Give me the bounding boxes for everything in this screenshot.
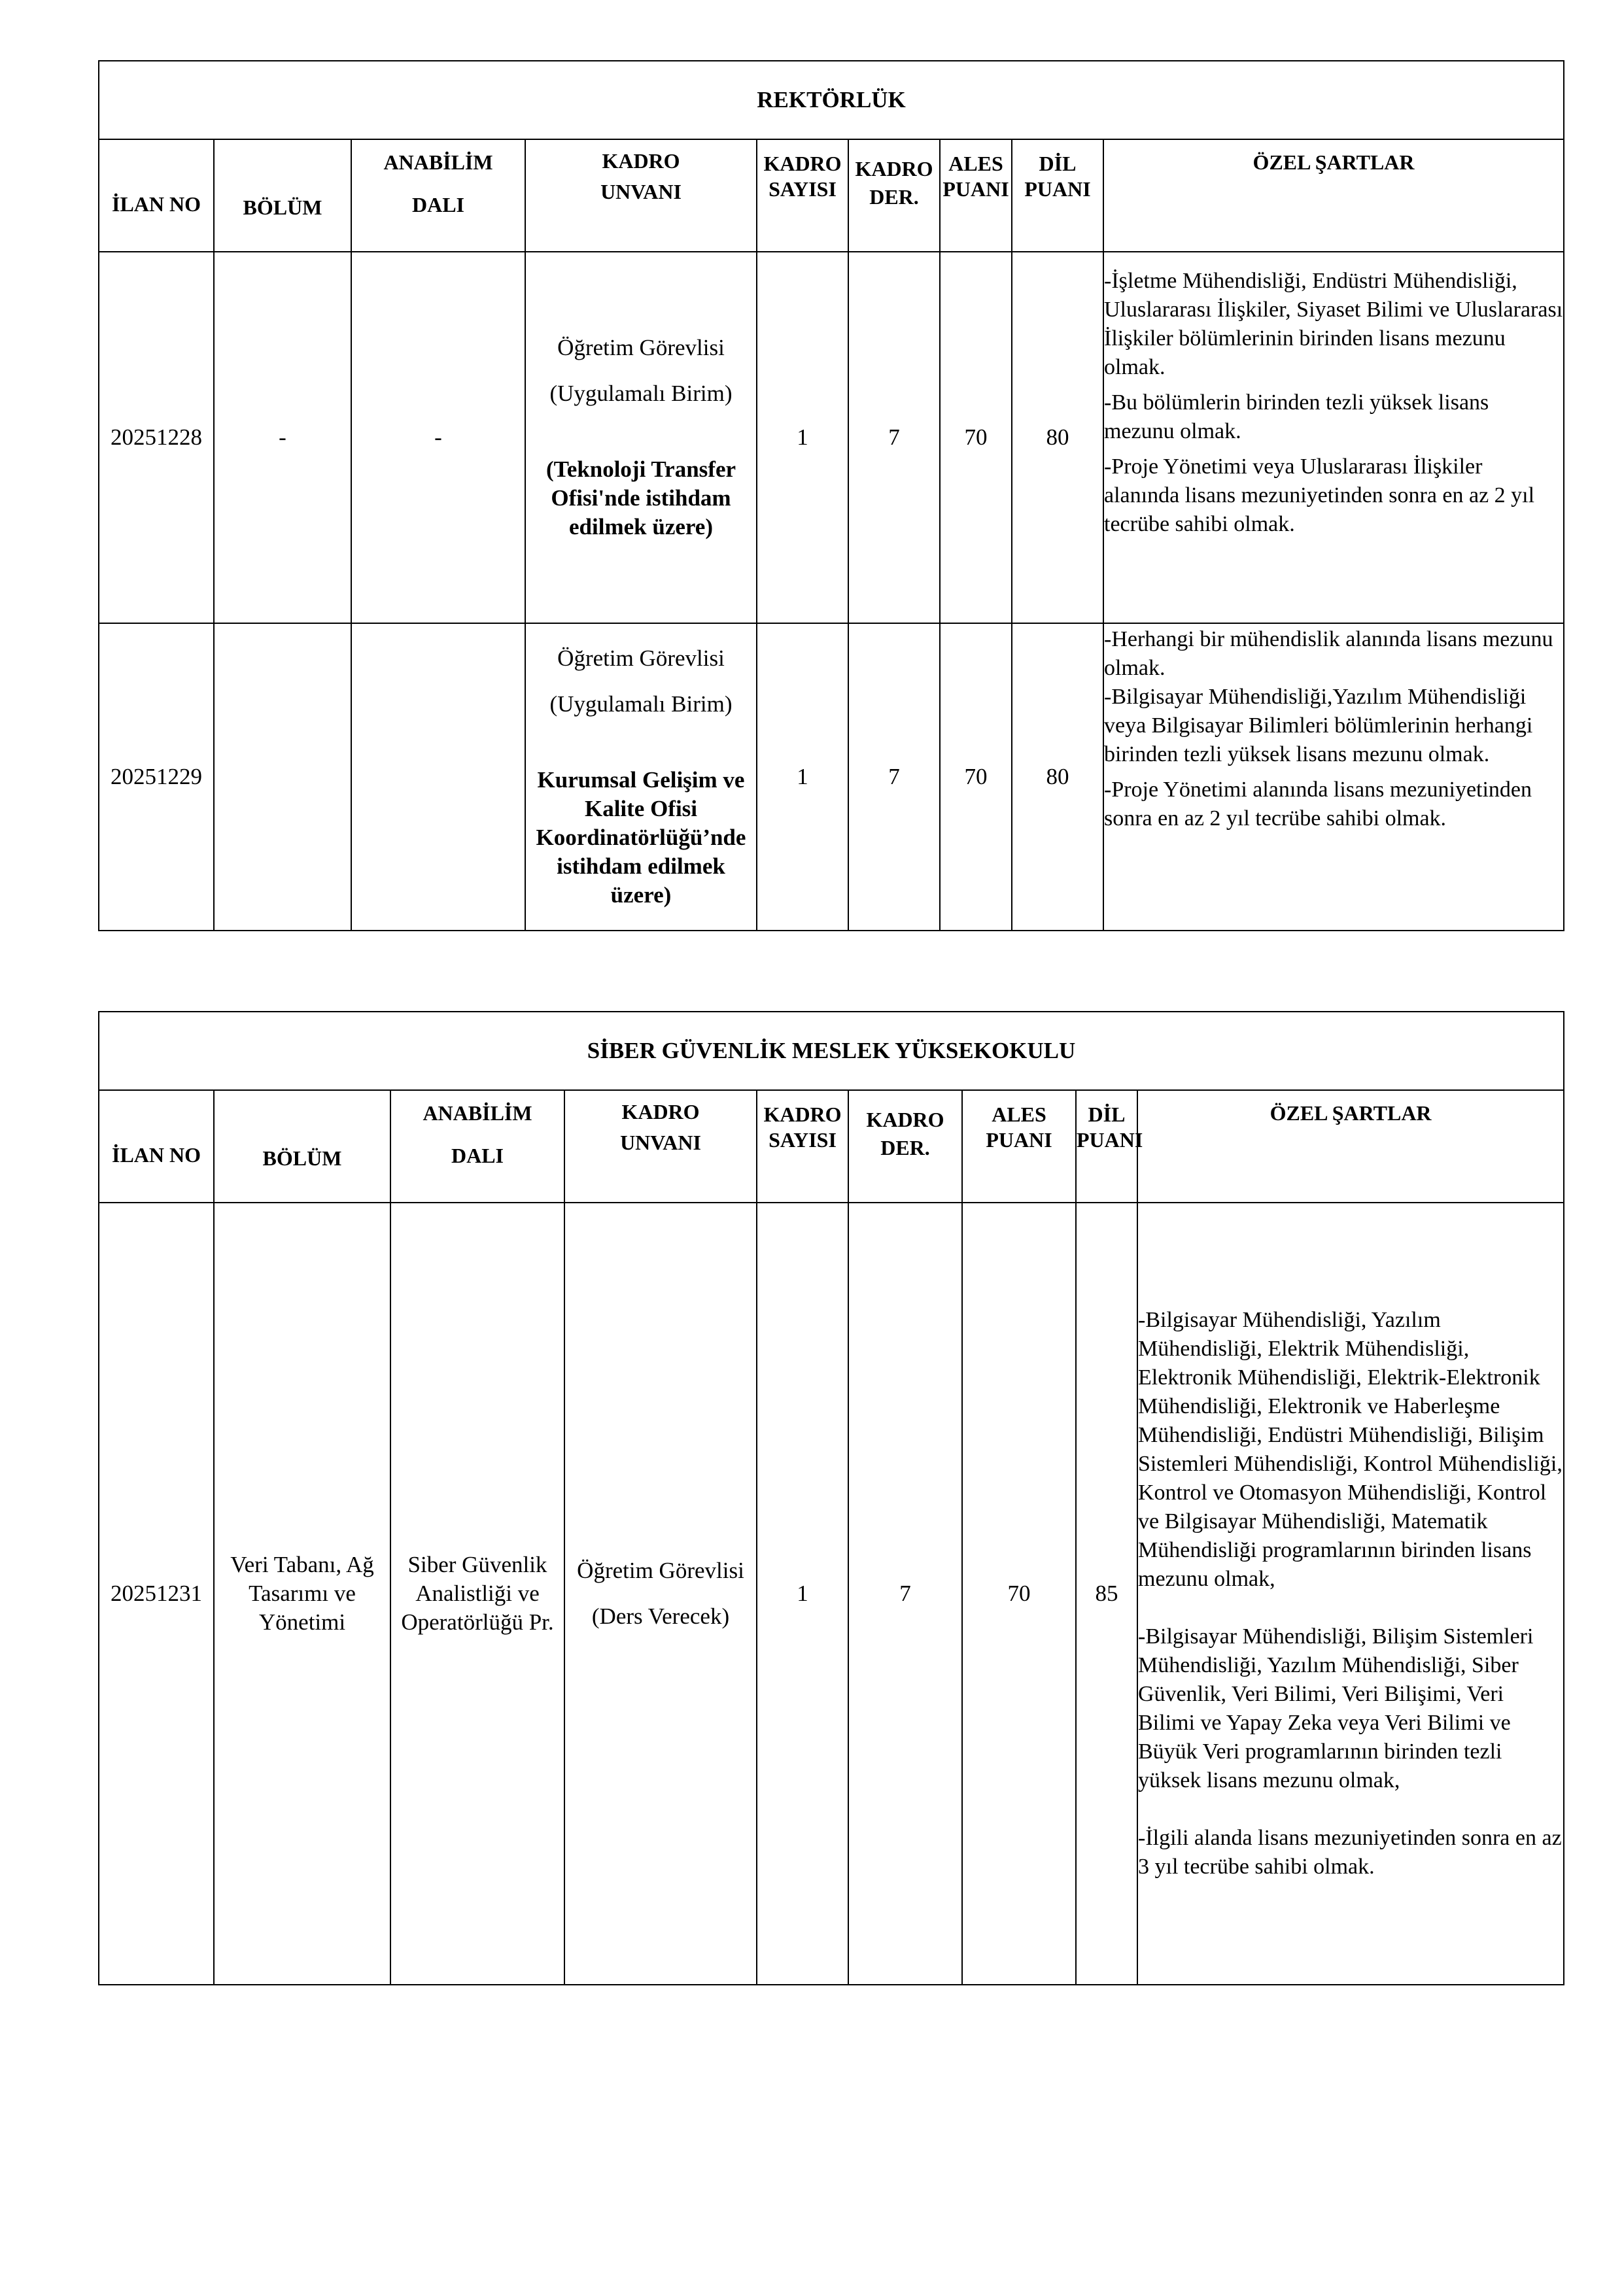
header-kadro-sayisi: KADRO SAYISI xyxy=(757,139,848,252)
birim: (Uygulamalı Birim) xyxy=(549,381,733,406)
header-ilan-no: İLAN NO xyxy=(99,139,214,252)
bolum xyxy=(214,623,351,931)
ozel-sart: -Proje Yönetimi veya Uluslararası İlişkiler alanında lisans mezuniyetinden sonra en az 2 yıl tecrübe sahibi olmak. xyxy=(1104,454,1535,536)
section-title: REKTÖRLÜK xyxy=(99,61,1564,139)
ozel-sart: -İlgili alanda lisans mezuniyetinden sonra en az 3 yıl tecrübe sahibi olmak. xyxy=(1138,1826,1562,1879)
unvan: Öğretim Görevlisi xyxy=(557,645,725,671)
kadro-der: 7 xyxy=(848,252,940,623)
gorev-yeri: (Teknoloji Transfer Ofisi'nde istihdam edilmek üzere) xyxy=(545,456,736,540)
ozel-sart: -Bu bölümlerin birinden tezli yüksek lisans mezunu olmak. xyxy=(1104,390,1489,443)
header-ilan-no: İLAN NO xyxy=(99,1090,214,1203)
header-ozel-sartlar: ÖZEL ŞARTLAR xyxy=(1137,1090,1564,1203)
ozel-sart: -Herhangi bir mühendislik alanında lisans mezunu olmak. xyxy=(1104,627,1553,680)
unvan: Öğretim Görevlisi xyxy=(557,335,725,360)
anabilim-dali: Siber Güvenlik Analistliği ve Operatörlüğü Pr. xyxy=(390,1203,564,1985)
header-ales-puani: ALES PUANI xyxy=(940,139,1012,252)
ilan-no: 20251229 xyxy=(99,623,214,931)
ozel-sartlar xyxy=(1103,623,1564,931)
table-row xyxy=(99,1203,1564,1985)
ales-puani: 70 xyxy=(940,623,1012,931)
ozel-sart: -Bilgisayar Mühendisliği, Yazılım Mühendisliği, Elektrik Mühendisliği, Elektronik Mühendisliği, Elektrik-Elektronik Mühendisliği, Elektronik ve Haberleşme Mühendisliği, Endüstri Mühendisliği, Bilişim Sistemleri Mühendisliği, Kontrol Mühendisliği, Kontrol ve Otomasyon Mühendisliği, Kontrol ve Bilgisayar Mühendisliği, Matematik Mühendisliği programlarının birinden lisans mezunu olmak, xyxy=(1138,1308,1563,1591)
ozel-sart: -Proje Yönetimi alanında lisans mezuniyetinden sonra en az 2 yıl tecrübe sahibi olmak. xyxy=(1104,778,1532,831)
kadro-sayisi: 1 xyxy=(757,252,848,623)
ales-puani: 70 xyxy=(962,1203,1076,1985)
header-row xyxy=(99,1090,1564,1203)
ozel-sart: -Bilgisayar Mühendisliği,Yazılım Mühendisliği veya Bilgisayar Bilimleri bölümlerinin herhangi birinden tezli yüksek lisans mezunu olmak. xyxy=(1104,685,1533,766)
header-row xyxy=(99,139,1564,252)
anabilim-dali: - xyxy=(351,252,525,623)
ilan-no: 20251231 xyxy=(99,1203,214,1985)
header-bolum: BÖLÜM xyxy=(214,139,351,252)
header-dil-puani: DİL PUANI xyxy=(1076,1090,1137,1203)
kadro-unvani xyxy=(564,1203,757,1985)
ozel-sartlar xyxy=(1137,1203,1564,1985)
kadro-sayisi: 1 xyxy=(757,1203,848,1985)
rektorluk-table xyxy=(98,60,1564,931)
kadro-der: 7 xyxy=(848,623,940,931)
header-anabilim-dali: ANABİLİM DALI xyxy=(390,1090,564,1203)
siber-guvenlik-table xyxy=(98,1011,1564,1985)
gorev-yeri: Kurumsal Gelişim ve Kalite Ofisi Koordinatörlüğü’nde istihdam edilmek üzere) xyxy=(536,767,746,908)
kadro-unvani xyxy=(525,252,757,623)
header-bolum: BÖLÜM xyxy=(214,1090,390,1203)
header-ales-puani: ALES PUANI xyxy=(962,1090,1076,1203)
ales-puani: 70 xyxy=(940,252,1012,623)
dil-puani: 85 xyxy=(1076,1203,1137,1985)
header-kadro-unvani: KADRO UNVANI xyxy=(564,1090,757,1203)
birim: (Ders Verecek) xyxy=(591,1603,730,1629)
unvan: Öğretim Görevlisi xyxy=(577,1558,744,1583)
header-ozel-sartlar: ÖZEL ŞARTLAR xyxy=(1103,139,1564,252)
header-kadro-der: KADRO DER. xyxy=(848,139,940,252)
ozel-sartlar xyxy=(1103,252,1564,623)
ilan-no: 20251228 xyxy=(99,252,214,623)
kadro-unvani xyxy=(525,623,757,931)
section-title: SİBER GÜVENLİK MESLEK YÜKSEKOKULU xyxy=(99,1012,1564,1090)
header-dil-puani: DİL PUANI xyxy=(1012,139,1103,252)
header-anabilim-dali: ANABİLİM DALI xyxy=(351,139,525,252)
dil-puani: 80 xyxy=(1012,623,1103,931)
ozel-sart: -Bilgisayar Mühendisliği, Bilişim Sistemleri Mühendisliği, Yazılım Mühendisliği, Siber Güvenlik, Veri Bilimi, Veri Bilişimi, Veri Bilimi ve Yapay Zeka veya Veri Bilimi ve Büyük Veri programlarının birinden tezli yüksek lisans mezunu olmak, xyxy=(1138,1624,1534,1792)
table-row xyxy=(99,623,1564,931)
kadro-sayisi: 1 xyxy=(757,623,848,931)
ozel-sart: -İşletme Mühendisliği, Endüstri Mühendisliği, Uluslararası İlişkiler, Siyaset Bilimi ve Uluslararası İlişkiler bölümlerinin birinden lisans mezunu olmak. xyxy=(1104,269,1563,379)
header-kadro-sayisi: KADRO SAYISI xyxy=(757,1090,848,1203)
bolum: Veri Tabanı, Ağ Tasarımı ve Yönetimi xyxy=(214,1203,390,1985)
header-kadro-der: KADRO DER. xyxy=(848,1090,962,1203)
birim: (Uygulamalı Birim) xyxy=(549,691,733,717)
dil-puani: 80 xyxy=(1012,252,1103,623)
kadro-der: 7 xyxy=(848,1203,962,1985)
anabilim-dali xyxy=(351,623,525,931)
table-row xyxy=(99,252,1564,623)
header-kadro-unvani: KADRO UNVANI xyxy=(525,139,757,252)
bolum: - xyxy=(214,252,351,623)
